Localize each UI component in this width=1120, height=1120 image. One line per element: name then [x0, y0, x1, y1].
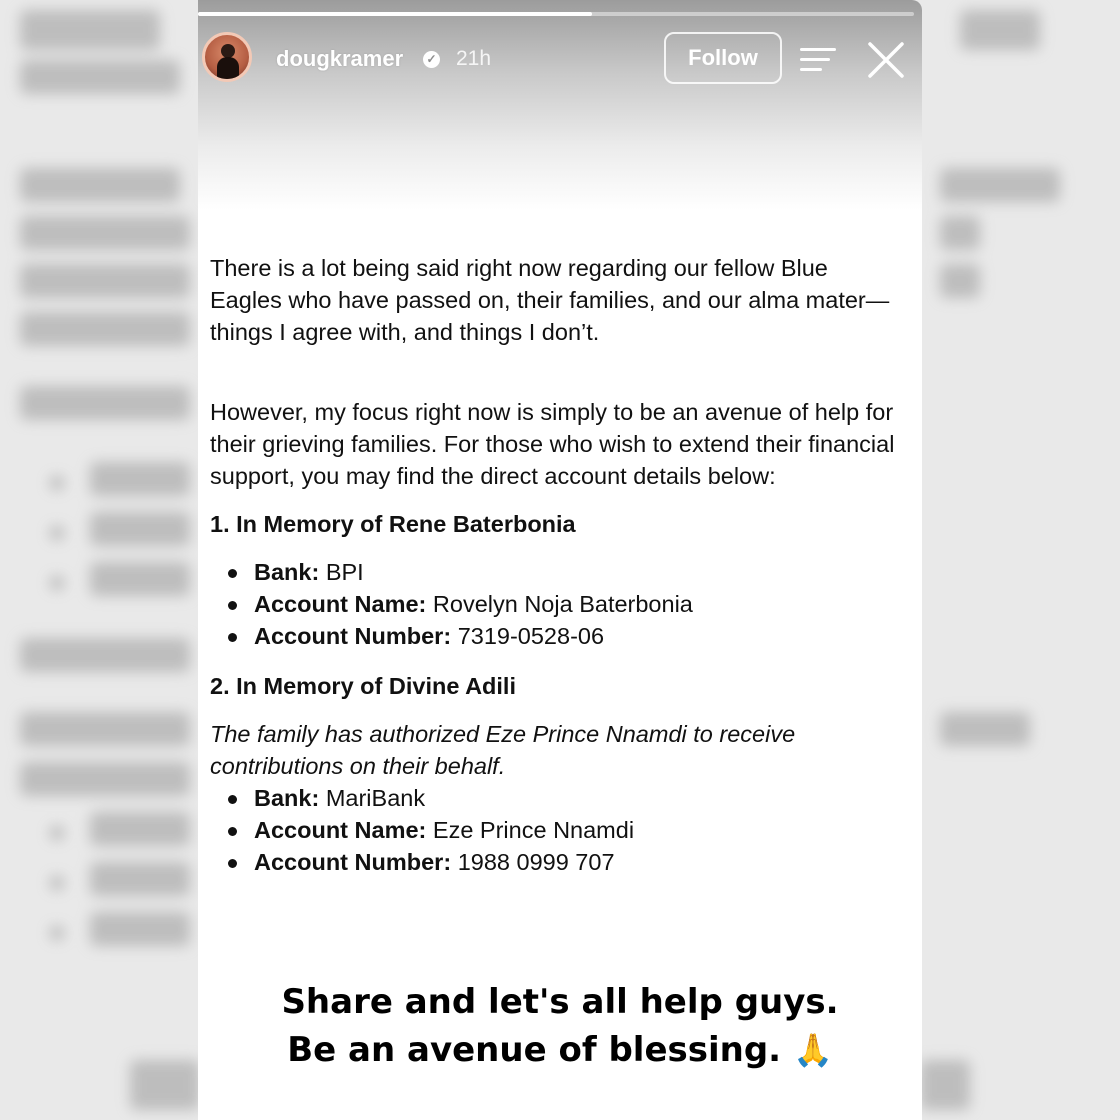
list-item: [228, 846, 900, 878]
paragraph-intro: There is a lot being said right now regarding our fellow Blue Eagles who have passed on, their families, and our alma mater—things I agree with, and things I don’t.: [210, 255, 890, 345]
list-item: [228, 620, 900, 652]
timestamp: 21h: [456, 47, 492, 70]
avatar-head: [221, 44, 235, 58]
item-value: 1988 0999 707: [457, 849, 615, 875]
story-progress-bar: [198, 12, 914, 16]
list-item: [228, 782, 900, 814]
paragraph-focus: However, my focus right now is simply to be an avenue of help for their grieving families. For those who wish to extend their financial support, you may find the direct account details below:: [210, 399, 895, 489]
item-label: Account Name:: [254, 817, 427, 843]
avatar-body: [217, 57, 239, 82]
item-value: 7319-0528-06: [457, 623, 605, 649]
story-viewer[interactable]: [198, 0, 922, 1120]
follow-button[interactable]: Follow: [664, 32, 782, 84]
caption-line-2-text: Be an avenue of blessing.: [287, 1030, 782, 1070]
list-item: [228, 556, 900, 588]
close-icon[interactable]: [866, 40, 906, 80]
list-item: [228, 588, 900, 620]
username[interactable]: dougkramer: [276, 46, 404, 71]
story-caption: [198, 978, 922, 1074]
item-value: MariBank: [325, 785, 426, 811]
caption-line-2: [198, 1026, 922, 1074]
menu-icon[interactable]: [800, 46, 836, 72]
praying-hands-icon: 🙏: [792, 1031, 833, 1069]
avatar[interactable]: [202, 32, 252, 82]
item-label: Account Name:: [254, 591, 427, 617]
story-header: [198, 30, 922, 90]
list-item: [228, 814, 900, 846]
item-value: Eze Prince Nnamdi: [432, 817, 635, 843]
item-label: Account Number:: [254, 623, 452, 649]
item-label: Account Number:: [254, 849, 452, 875]
item-label: Bank:: [254, 559, 320, 585]
account-list-rene: [210, 556, 900, 652]
item-label: Bank:: [254, 785, 320, 811]
caption-line-1: Share and let's all help guys.: [281, 982, 839, 1022]
item-value: BPI: [325, 559, 364, 585]
verified-badge-icon: ✓: [423, 51, 440, 68]
item-value: Rovelyn Noja Baterbonia: [432, 591, 693, 617]
section-note: The family has authorized Eze Prince Nnamdi to receive contributions on their behalf.: [210, 721, 796, 779]
section-title-rene: 1. In Memory of Rene Baterbonia: [210, 511, 576, 537]
story-progress-fill: [198, 12, 592, 16]
section-title-divine: 2. In Memory of Divine Adili: [210, 673, 516, 699]
story-content: [210, 252, 900, 878]
account-list-divine: [210, 782, 900, 878]
